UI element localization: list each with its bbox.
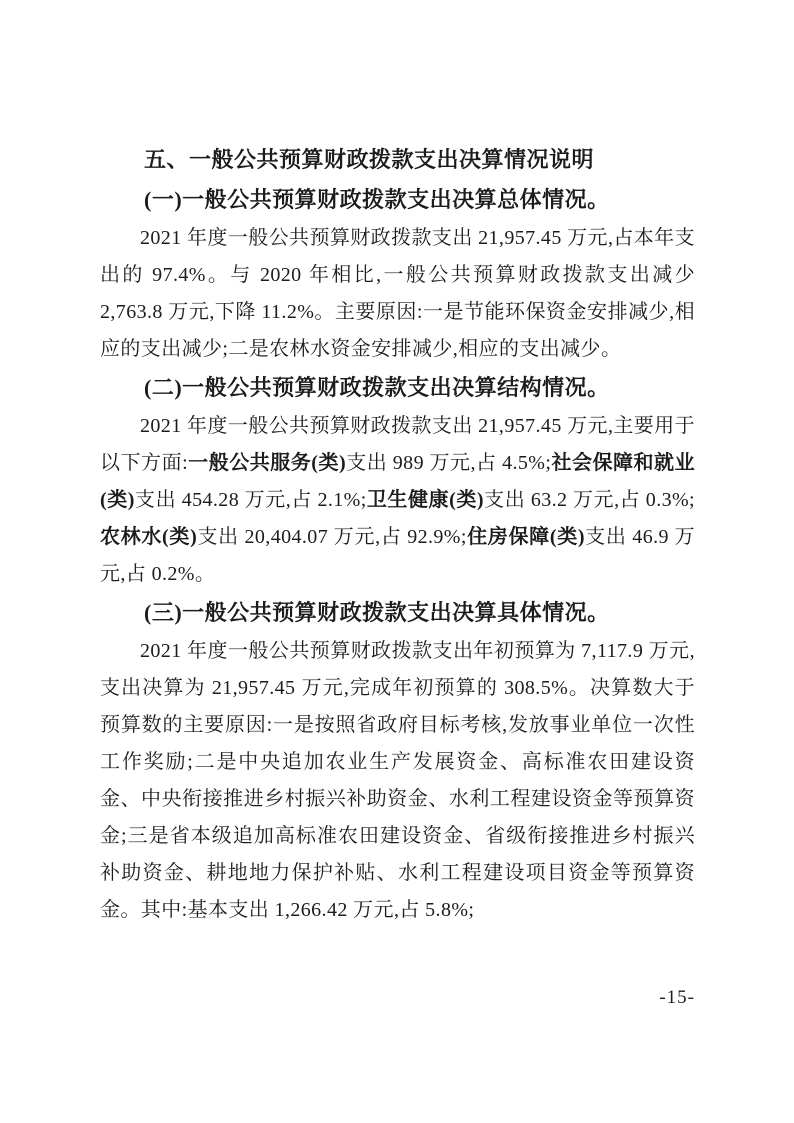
paragraph (100, 633, 695, 929)
section-heading (100, 368, 695, 408)
emphasized-text-run: (三)一般公共预算财政拨款支出决算具体情况。 (144, 600, 610, 625)
emphasized-text-run: 一般公共服务(类) (188, 452, 347, 474)
emphasized-text-run: 农林水(类) (100, 526, 198, 548)
section-heading (100, 140, 695, 180)
text-run: 支出 454.28 万元,占 2.1%; (134, 489, 367, 511)
emphasized-text-run: (二)一般公共预算财政拨款支出决算结构情况。 (144, 375, 610, 400)
text-run: 支出 20,404.07 万元,占 92.9%; (197, 526, 467, 548)
document-body (100, 140, 695, 929)
emphasized-text-run: 社会保障和就业(类) (100, 452, 695, 511)
paragraph (100, 408, 695, 593)
text-run: 支出 46.9 万元,占 0.2%。 (100, 526, 695, 585)
text-run: 2021 年度一般公共预算财政拨款支出 21,957.45 万元,主要用于以下方面: (100, 415, 695, 474)
section-heading (100, 180, 695, 220)
emphasized-text-run: 五、一般公共预算财政拨款支出决算情况说明 (144, 147, 595, 172)
emphasized-text-run: (一)一般公共预算财政拨款支出决算总体情况。 (144, 187, 610, 212)
paragraph (100, 220, 695, 368)
text-run: 支出 63.2 万元,占 0.3%; (483, 489, 696, 511)
emphasized-text-run: 住房保障(类) (466, 526, 585, 548)
text-run: 2021 年度一般公共预算财政拨款支出年初预算为 7,117.9 万元,支出决算为 21,957.45 万元,完成年初预算的 308.5%。决算数大于预算数的主要原因:一是按照省政府目标考核,发放事业单位一次性工作奖励;二是中央追加农业生产发展资金、高标准农田建设资金、中央衔接推进乡村振兴补助资金、水利工程建设资金等预算资金;三是省本级追加高标准农田建设资金、省级衔接推进乡村振兴补助资金、耕地地力保护补贴、水利工程建设项目资金等预算资金。其中:基本支出 1,266.42 万元,占 5.8%; (100, 640, 695, 921)
text-run: 2021 年度一般公共预算财政拨款支出 21,957.45 万元,占本年支出的 97.4%。与 2020 年相比,一般公共预算财政拨款支出减少 2,763.8 万元,下降 11.2%。主要原因:一是节能环保资金安排减少,相应的支出减少;二是农林水资金安排减少,相应的支出减少。 (100, 227, 695, 360)
page-number: -15- (659, 987, 695, 1008)
section-heading (100, 593, 695, 633)
emphasized-text-run: 卫生健康(类) (366, 489, 484, 511)
text-run: 支出 989 万元,占 4.5%; (346, 452, 552, 474)
